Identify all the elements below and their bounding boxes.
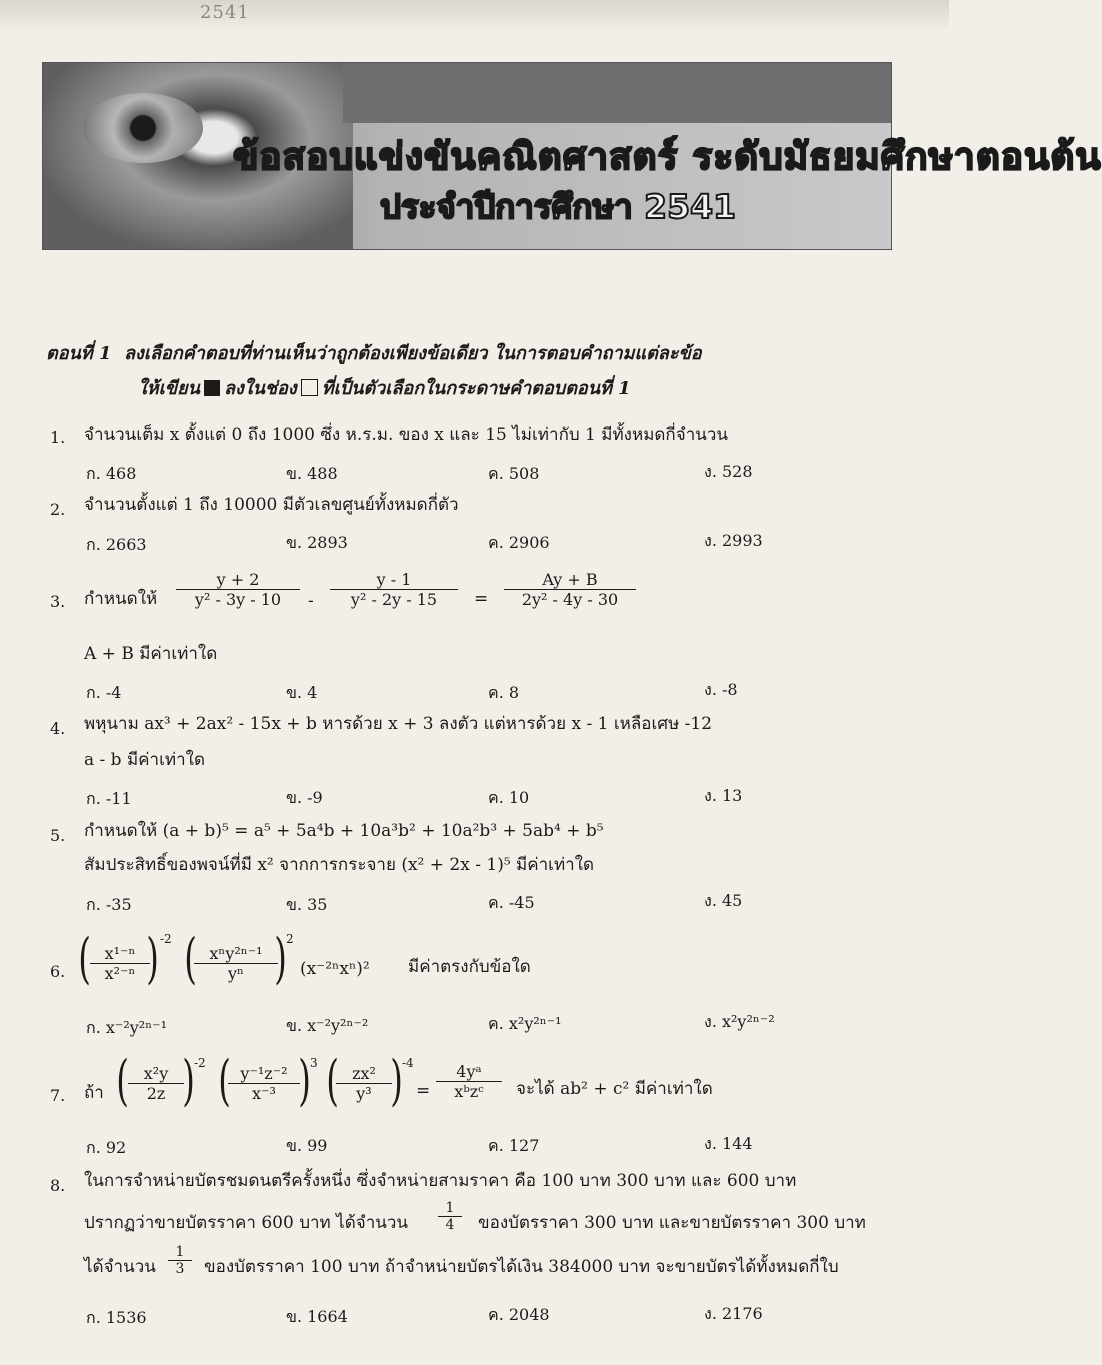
question-5-text: กำหนดให้ (a + b)⁵ = a⁵ + 5a⁴b + 10a³b² + 10a²b³ + 5ab⁴ + b⁵ — [84, 821, 604, 841]
q6-paren-close-1: ) — [146, 927, 159, 990]
q8-fb-denominator: 3 — [168, 1260, 192, 1277]
question-4-text-2: a - b มีค่าเท่าใด — [84, 750, 206, 770]
question-8-line-3a: ได้จำนวน — [84, 1257, 156, 1277]
q2-choice-a: ก. 2663 — [86, 535, 147, 554]
question-8-line-1: ในการจำหน่ายบัตรชมดนตรีครั้งหนึ่ง ซึ่งจำหน่ายสามราคา คือ 100 บาท 300 บาท และ 600 บาท — [84, 1171, 797, 1191]
q7-equals: = — [416, 1081, 431, 1101]
question-8-line-2a: ปรากฏว่าขายบัตรราคา 600 บาท ได้จำนวน — [84, 1213, 409, 1233]
q4-choice-a: ก. -11 — [86, 789, 132, 808]
q7-f2-numerator: y⁻¹z⁻² — [240, 1064, 288, 1083]
eye-image — [83, 93, 203, 163]
q8-fb-numerator: 1 — [175, 1244, 185, 1260]
q3-choice-d: ง. -8 — [704, 680, 738, 699]
instruction-line-2 — [138, 378, 631, 400]
q7-paren-close-2: ) — [298, 1049, 311, 1112]
q1-choice-a: ก. 468 — [86, 464, 137, 483]
question-4-text: พหุนาม ax³ + 2ax² - 15x + b หารด้วย x + 3 ลงตัว แต่หารด้วย x - 1 เหลือเศษ -12 — [84, 714, 713, 734]
q5-choice-b: ข. 35 — [286, 895, 328, 914]
q4-choice-d: ง. 13 — [704, 786, 743, 805]
q3-fraction-3 — [504, 570, 636, 609]
question-3-text-2: A + B มีค่าเท่าใด — [84, 644, 218, 664]
q8-fraction-a — [438, 1200, 462, 1233]
question-1-text: จำนวนเต็ม x ตั้งแต่ 0 ถึง 1000 ซึ่ง ห.ร.ม. ของ x และ 15 ไม่เท่ากับ 1 มีทั้งหมดกี่จำนวน — [84, 425, 729, 445]
q6-f2-numerator: xⁿy²ⁿ⁻¹ — [209, 944, 263, 963]
q6-f1-numerator: x¹⁻ⁿ — [104, 944, 136, 963]
q3-choice-b: ข. 4 — [286, 683, 318, 702]
question-7-text: จะได้ ab² + c² มีค่าเท่าใด — [516, 1079, 713, 1099]
q1-choice-d: ง. 528 — [704, 462, 753, 481]
filled-square-icon — [204, 380, 220, 396]
question-8-line-3b: ของบัตรราคา 100 บาท ถ้าจำหน่ายบัตรได้เงิน 384000 บาท จะขายบัตรได้ทั้งหมดกี่ใบ — [204, 1257, 839, 1277]
question-6-number: 6. — [50, 962, 66, 981]
banner-strip — [343, 63, 891, 123]
q3-fraction-2 — [330, 570, 458, 609]
q6-exponent-1: -2 — [160, 932, 172, 946]
banner-subtitle: ประจำปีการศึกษา 2541 — [380, 187, 736, 226]
q6-paren-open-1: ( — [78, 927, 91, 990]
q7-exponent-2: 3 — [310, 1056, 318, 1070]
instruction-text-1: ลงเลือกคำตอบที่ท่านเห็นว่าถูกต้องเพียงข้อเดียว ในการตอบคำถามแต่ละข้อ — [124, 343, 702, 364]
q6-choice-a: ก. x⁻²y²ⁿ⁻¹ — [86, 1018, 167, 1037]
q7-exponent-1: -2 — [194, 1056, 206, 1070]
q7-fraction-1 — [128, 1064, 184, 1103]
q3-f1-numerator: y + 2 — [216, 570, 260, 589]
q8-choice-c: ค. 2048 — [488, 1305, 550, 1324]
q7-f2-denominator: x⁻³ — [228, 1083, 300, 1103]
q3-f1-denominator: y² - 3y - 10 — [176, 589, 300, 609]
q7-paren-close-1: ) — [182, 1049, 195, 1112]
q6-fraction-2 — [194, 944, 278, 983]
q7-paren-close-3: ) — [390, 1049, 403, 1112]
question-3-number: 3. — [50, 592, 66, 611]
q8-fa-denominator: 4 — [438, 1216, 462, 1233]
q6-f1-denominator: x²⁻ⁿ — [90, 963, 150, 983]
q3-minus: - — [308, 591, 314, 611]
q8-fraction-b — [168, 1244, 192, 1277]
q3-f3-denominator: 2y² - 4y - 30 — [504, 589, 636, 609]
q2-choice-d: ง. 2993 — [704, 531, 763, 550]
question-2-text: จำนวนตั้งแต่ 1 ถึง 10000 มีตัวเลขศูนย์ทั้งหมดกี่ตัว — [84, 495, 459, 515]
q3-choice-a: ก. -4 — [86, 683, 122, 702]
q6-choice-b: ข. x⁻²y²ⁿ⁻² — [286, 1016, 369, 1035]
q8-choice-d: ง. 2176 — [704, 1304, 763, 1323]
q7-choice-b: ข. 99 — [286, 1136, 328, 1155]
q2-choice-c: ค. 2906 — [488, 533, 550, 552]
q7-choice-a: ก. 92 — [86, 1138, 127, 1157]
instruction-text-2a: ให้เขียน — [138, 378, 200, 399]
question-8-number: 8. — [50, 1176, 66, 1195]
q4-choice-c: ค. 10 — [488, 788, 530, 807]
q6-choice-c: ค. x²y²ⁿ⁻¹ — [488, 1014, 562, 1033]
q5-choice-a: ก. -35 — [86, 895, 132, 914]
q3-choice-c: ค. 8 — [488, 683, 520, 702]
q6-tail: (x⁻²ⁿxⁿ)² — [300, 959, 370, 979]
q6-paren-open-2: ( — [184, 927, 197, 990]
question-3-lead: กำหนดให้ — [84, 589, 158, 609]
q1-choice-c: ค. 508 — [488, 464, 540, 483]
question-4-number: 4. — [50, 719, 66, 738]
q5-choice-c: ค. -45 — [488, 893, 535, 912]
q7-choice-c: ค. 127 — [488, 1136, 540, 1155]
q7-paren-open-2: ( — [218, 1049, 231, 1112]
top-edge-text: 2541 — [200, 2, 250, 23]
q3-fraction-1 — [176, 570, 300, 609]
question-1-number: 1. — [50, 428, 66, 447]
instruction-text-2b: ลงในช่อง — [223, 378, 297, 399]
q7-f3-numerator: zx² — [352, 1064, 376, 1083]
section-label: ตอนที่ 1 — [46, 343, 112, 364]
q3-f2-numerator: y - 1 — [376, 570, 412, 589]
banner-title: ข้อสอบแข่งขันคณิตศาสตร์ ระดับมัธยมศึกษาตอนต้น — [233, 135, 1102, 178]
q7-paren-open-3: ( — [326, 1049, 339, 1112]
q8-choice-b: ข. 1664 — [286, 1307, 348, 1326]
q8-fa-numerator: 1 — [445, 1200, 455, 1216]
instruction-line-1 — [46, 343, 702, 365]
q7-f1-denominator: 2z — [128, 1083, 184, 1103]
q6-fraction-1 — [90, 944, 150, 983]
page-top-edge — [0, 0, 949, 30]
title-banner — [42, 62, 1102, 250]
empty-square-icon — [301, 379, 318, 396]
q7-f4-denominator: xᵇzᶜ — [436, 1081, 502, 1101]
q3-f2-denominator: y² - 2y - 15 — [330, 589, 458, 609]
q3-equals: = — [474, 589, 489, 609]
q7-fraction-3 — [336, 1064, 392, 1103]
q7-fraction-4 — [436, 1062, 502, 1101]
q3-f3-numerator: Ay + B — [542, 570, 598, 589]
question-2-number: 2. — [50, 500, 66, 519]
q5-choice-d: ง. 45 — [704, 891, 743, 910]
q7-choice-d: ง. 144 — [704, 1134, 753, 1153]
q6-f2-denominator: yⁿ — [194, 963, 278, 983]
q7-paren-open-1: ( — [116, 1049, 129, 1112]
question-7-number: 7. — [50, 1086, 66, 1105]
q7-f3-denominator: y³ — [336, 1083, 392, 1103]
q6-exponent-2: 2 — [286, 932, 294, 946]
q7-exponent-3: -4 — [402, 1056, 414, 1070]
q4-choice-b: ข. -9 — [286, 788, 323, 807]
q7-fraction-2 — [228, 1064, 300, 1103]
q1-choice-b: ข. 488 — [286, 464, 338, 483]
question-5-text-2: สัมประสิทธิ์ของพจน์ที่มี x² จากการกระจาย (x² + 2x - 1)⁵ มีค่าเท่าใด — [84, 855, 595, 875]
question-8-line-2b: ของบัตรราคา 300 บาท และขายบัตรราคา 300 บาท — [478, 1213, 866, 1233]
q7-f1-numerator: x²y — [143, 1064, 169, 1083]
instruction-text-2c: ที่เป็นตัวเลือกในกระดาษคำตอบตอนที่ 1 — [321, 378, 631, 399]
question-6-text: มีค่าตรงกับข้อใด — [408, 957, 531, 977]
question-5-number: 5. — [50, 826, 66, 845]
q7-f4-numerator: 4yᵃ — [456, 1062, 482, 1081]
q6-choice-d: ง. x²y²ⁿ⁻² — [704, 1012, 775, 1031]
question-7-lead: ถ้า — [84, 1083, 104, 1103]
q6-paren-close-2: ) — [274, 927, 287, 990]
q2-choice-b: ข. 2893 — [286, 533, 348, 552]
q8-choice-a: ก. 1536 — [86, 1308, 147, 1327]
